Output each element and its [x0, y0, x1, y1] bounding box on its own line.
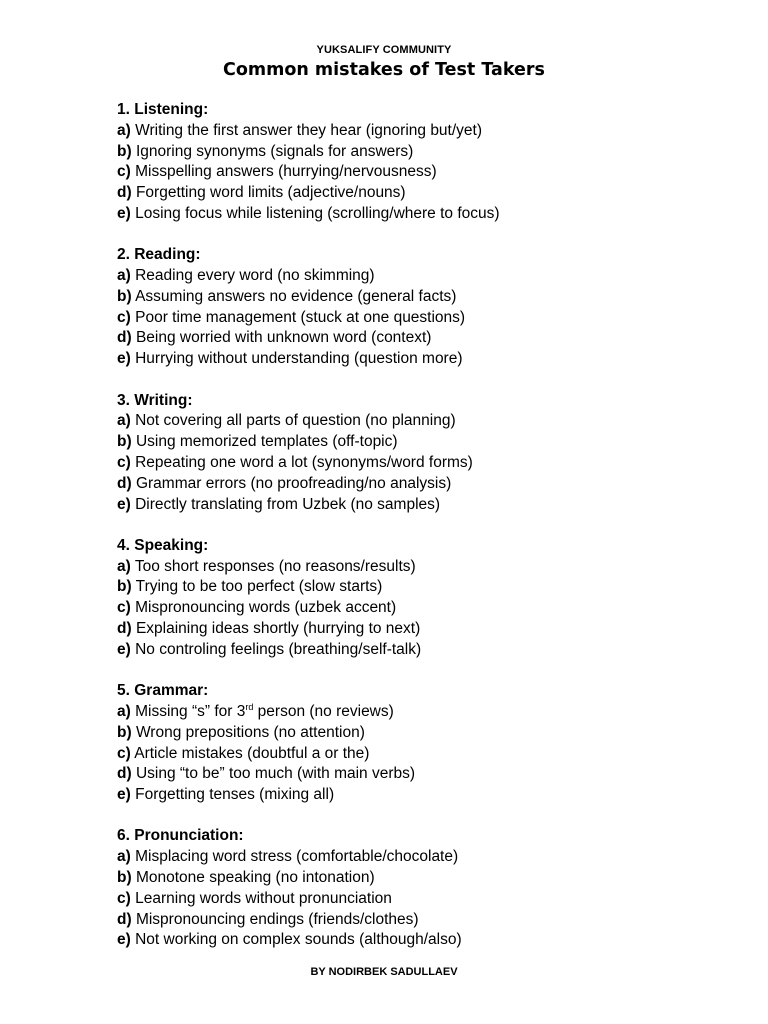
item-letter: e): [117, 931, 131, 949]
item-text: Trying to be too perfect (slow starts): [135, 578, 383, 596]
item-text: Misplacing word stress (comfortable/chocolate): [135, 848, 459, 866]
mistakes-list: [117, 100, 737, 972]
item-letter: b): [117, 869, 132, 886]
section-pronunciation: [117, 826, 737, 951]
list-item: [117, 162, 737, 183]
item-text: No controling feelings (breathing/self-talk): [135, 640, 422, 658]
section-listening: [117, 100, 737, 225]
item-text: Misspelling answers (hurrying/nervousness): [135, 163, 437, 181]
list-item: [117, 702, 737, 723]
list-item: [117, 474, 737, 495]
author-footer: BY NODIRBEK SADULLAEV: [310, 966, 458, 978]
list-item: [117, 868, 737, 889]
list-item: [117, 204, 737, 225]
item-text: Article mistakes (doubtful a or the): [134, 744, 370, 762]
list-item: [117, 287, 737, 308]
list-item: [117, 495, 737, 516]
item-letter: d): [117, 620, 132, 638]
list-item: [117, 557, 737, 578]
item-letter: c): [117, 308, 131, 326]
item-text: Wrong prepositions (no attention): [135, 723, 365, 741]
item-letter: a): [117, 557, 131, 575]
list-item: [117, 847, 737, 868]
item-text: Assuming answers no evidence (general facts): [135, 287, 457, 305]
list-item: [117, 142, 737, 163]
item-letter: d): [117, 474, 132, 492]
item-text: Hurrying without understanding (question more): [135, 350, 463, 368]
item-letter: e): [117, 786, 131, 804]
item-text: Ignoring synonyms (signals for answers): [135, 142, 414, 160]
item-letter: b): [117, 433, 132, 451]
list-item: [117, 598, 737, 619]
community-name: YUKSALIFY COMMUNITY: [316, 44, 452, 56]
item-text: Mispronouncing endings (friends/clothes): [135, 910, 419, 928]
item-text: Writing the first answer they hear (ignoring but/yet): [135, 121, 483, 139]
item-text: Using “to be” too much (with main verbs): [135, 765, 416, 783]
item-letter: b): [117, 578, 132, 596]
section-heading: 4. Speaking:: [117, 536, 209, 554]
item-text: Mispronouncing words (uzbek accent): [135, 599, 397, 617]
item-text: Forgetting tenses (mixing all): [135, 786, 335, 804]
item-text: Not working on complex sounds (although/also): [135, 931, 462, 949]
section-heading: 6. Pronunciation:: [117, 827, 244, 845]
item-letter: d): [117, 329, 132, 347]
item-text: Forgetting word limits (adjective/nouns): [135, 184, 406, 202]
item-letter: b): [117, 287, 132, 305]
list-item: [117, 910, 737, 931]
item-letter: c): [117, 599, 131, 617]
section-reading: [117, 245, 737, 370]
item-letter: b): [117, 723, 132, 741]
item-text: Grammar errors (no proofreading/no analysis): [135, 474, 452, 492]
list-item: [117, 577, 737, 598]
item-letter: a): [117, 702, 131, 720]
list-item: [117, 121, 737, 142]
item-letter: a): [117, 121, 131, 139]
item-text: Poor time management (stuck at one questions): [135, 308, 466, 326]
list-item: [117, 785, 737, 806]
item-text-before: Missing “s” for 3: [135, 702, 246, 720]
list-item: [117, 266, 737, 287]
item-letter: d): [117, 184, 132, 202]
item-letter: e): [117, 204, 131, 222]
list-item: [117, 453, 737, 474]
item-text: Repeating one word a lot (synonyms/word forms): [135, 453, 473, 471]
section-writing: [117, 391, 737, 516]
item-text: Explaining ideas shortly (hurrying to next): [135, 620, 421, 638]
item-text: Losing focus while listening (scrolling/where to focus): [135, 204, 500, 222]
section-heading: 3. Writing:: [117, 391, 193, 409]
ordinal-superscript: rd: [245, 701, 254, 712]
item-text: Not covering all parts of question (no planning): [135, 412, 456, 430]
section-speaking: [117, 536, 737, 661]
section-heading: 2. Reading:: [117, 246, 201, 264]
list-item: [117, 619, 737, 640]
item-letter: e): [117, 640, 131, 658]
item-text: Monotone speaking (no intonation): [135, 869, 375, 886]
item-letter: b): [117, 142, 132, 160]
item-letter: c): [117, 163, 131, 181]
item-letter: a): [117, 267, 131, 285]
list-item: [117, 411, 737, 432]
item-letter: d): [117, 910, 132, 928]
list-item: [117, 183, 737, 204]
item-letter: d): [117, 765, 132, 783]
list-item: [117, 328, 737, 349]
document-title: Common mistakes of Test Takers: [223, 60, 545, 80]
item-letter: e): [117, 350, 131, 368]
list-item: [117, 308, 737, 329]
item-letter: a): [117, 848, 131, 866]
section-grammar: [117, 681, 737, 806]
list-item: [117, 432, 737, 453]
item-text: Too short responses (no reasons/results): [134, 557, 416, 575]
item-letter: e): [117, 495, 131, 513]
item-text: Learning words without pronunciation: [135, 889, 392, 907]
item-text: Reading every word (no skimming): [135, 267, 375, 285]
item-text: Being worried with unknown word (context): [135, 329, 432, 347]
list-item: [117, 640, 737, 661]
item-letter: a): [117, 412, 131, 430]
item-text: Directly translating from Uzbek (no samples): [135, 495, 441, 513]
section-heading: 5. Grammar:: [117, 682, 209, 700]
item-text: Using memorized templates (off-topic): [135, 433, 398, 451]
section-heading: 1. Listening:: [117, 101, 209, 118]
list-item: [117, 744, 737, 765]
list-item: [117, 930, 737, 951]
list-item: [117, 723, 737, 744]
list-item: [117, 349, 737, 370]
item-letter: c): [117, 889, 131, 907]
item-letter: c): [117, 453, 131, 471]
item-letter: c): [117, 744, 131, 762]
list-item: [117, 764, 737, 785]
list-item: [117, 889, 737, 910]
item-text-after: person (no reviews): [253, 702, 394, 720]
